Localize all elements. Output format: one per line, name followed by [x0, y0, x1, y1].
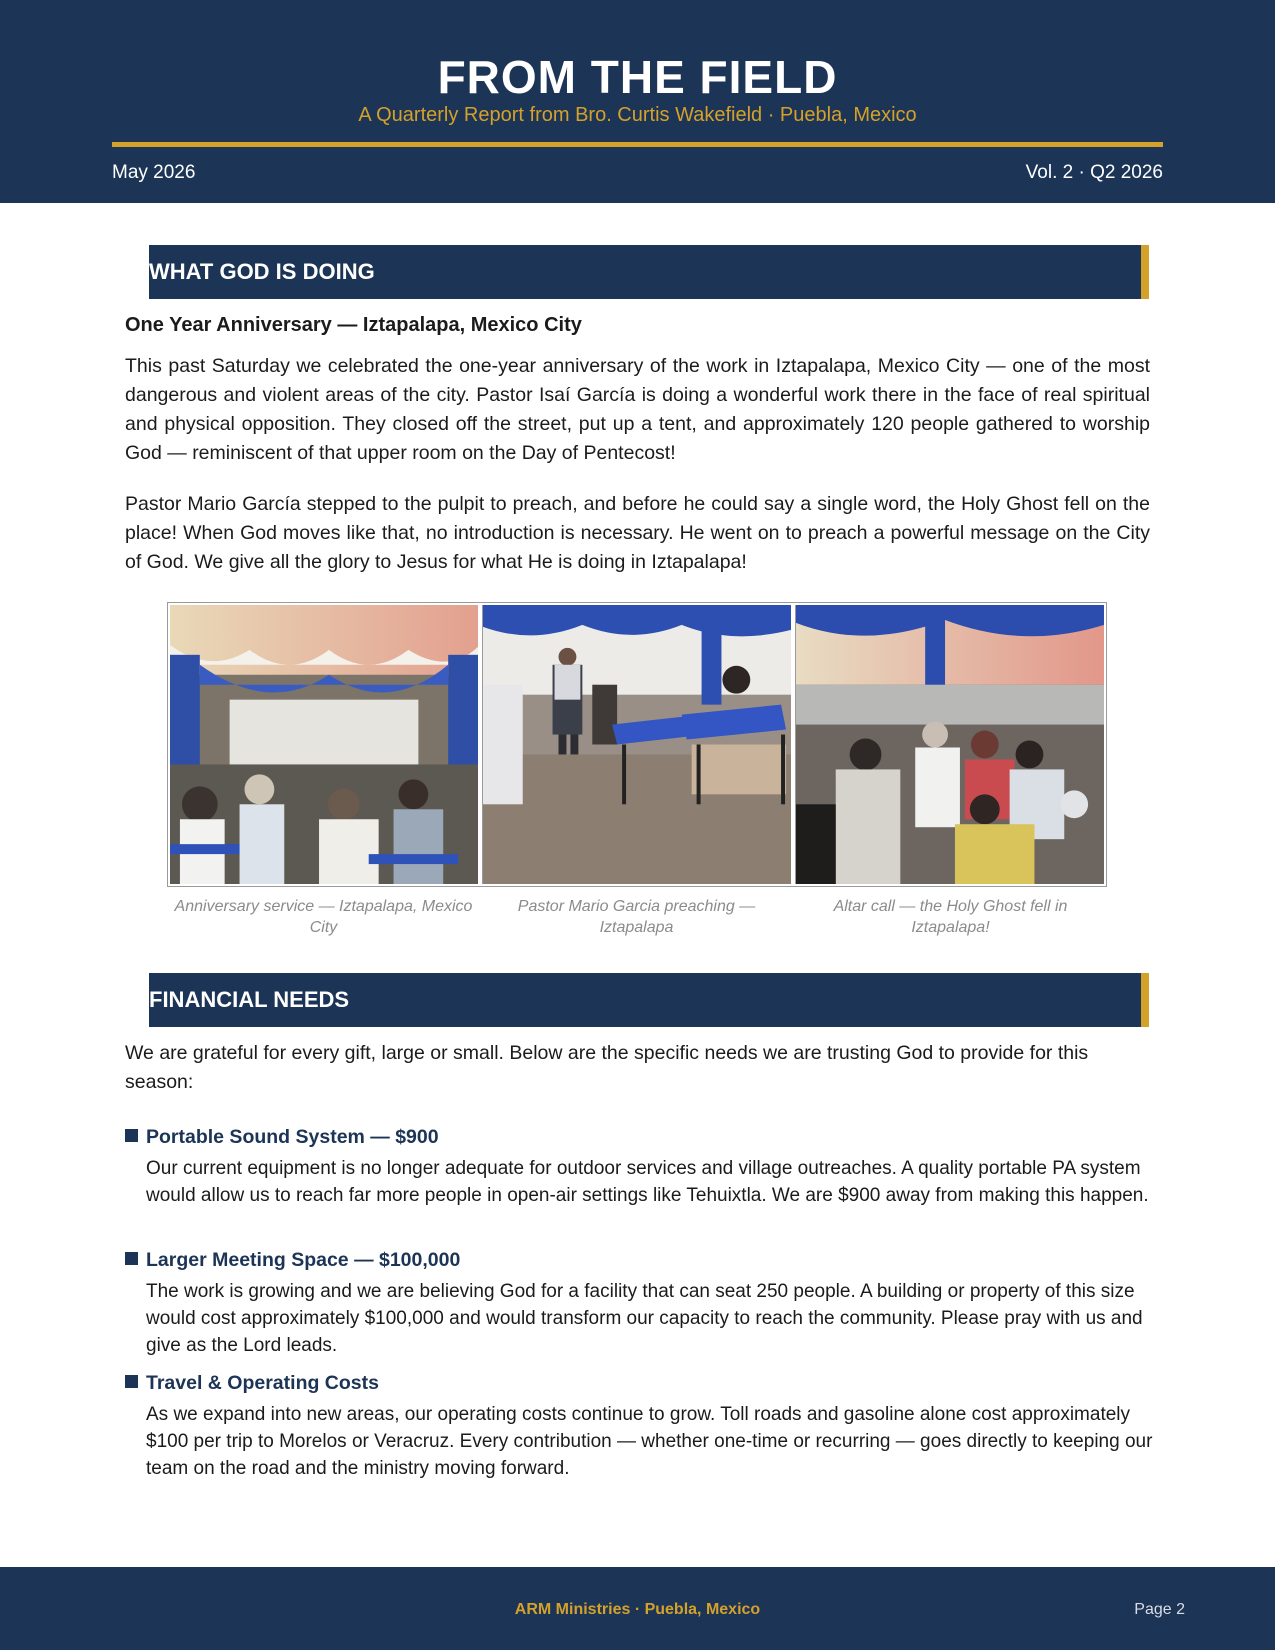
photo-pastor-preaching: [482, 605, 791, 884]
section-heading-financial-needs: [149, 973, 1149, 1027]
issue-volume: Vol. 2 · Q2 2026: [1025, 162, 1163, 183]
bullet-square-icon: [125, 1375, 138, 1388]
photo-caption-1: Anniversary service — Iztapalapa, Mexico City: [174, 898, 473, 936]
photo-altar-call: [795, 605, 1104, 884]
article-paragraph-1: This past Saturday we celebrated the one-year anniversary of the work in Iztapalapa, Mexico City — one of the most dangerous and violent areas of the city. Pastor Isaí García is doing a wonderful work there in the face of real spiritual and physical opposition. They closed off the street, put up a tent, and approximately 120 people gathered to worship God — reminiscent of that upper room on the Day of Pentecost!: [125, 355, 1150, 464]
need-body-sound-system: Our current equipment is no longer adequate for outdoor services and village outreaches. A quality portable PA system would allow us to reach far more people in open-air settings like Tehuixtla. We are $900 away from making this happen.: [146, 1158, 1149, 1206]
need-body-meeting-space: The work is growing and we are believing God for a facility that can seat 250 people. A building or property of this size would cost approximately $100,000 and would transform our capacity to reach the community. Please pray with us and give as the Lord leads.: [146, 1281, 1143, 1356]
section-heading-label: FINANCIAL NEEDS: [149, 987, 350, 1012]
page-footer: [0, 1567, 1275, 1650]
bullet-square-icon: [125, 1252, 138, 1265]
page-number: Page 2: [1134, 1601, 1185, 1618]
need-title-text: Travel & Operating Costs: [146, 1372, 379, 1394]
issue-date: May 2026: [112, 162, 196, 183]
section-heading-what-god-is-doing: [149, 245, 1149, 299]
page-subtitle: A Quarterly Report from Bro. Curtis Wakefield · Puebla, Mexico: [358, 104, 917, 126]
page-header: [0, 0, 1275, 203]
article-paragraph-2: Pastor Mario García stepped to the pulpit to preach, and before he could say a single word, the Holy Ghost fell on the place! When God moves like that, no introduction is necessary. He went on to preach a powerful message on the City of God. We give all the glory to Jesus for what He is doing in Iztapalapa!: [125, 493, 1150, 573]
section-heading-label: WHAT GOD IS DOING: [149, 259, 375, 284]
need-title-meeting-space: [125, 1249, 460, 1272]
need-title-text: Portable Sound System — $900: [146, 1126, 439, 1148]
article-title: One Year Anniversary — Iztapalapa, Mexico City: [125, 314, 582, 336]
photo-anniversary-service: [170, 605, 478, 884]
bullet-square-icon: [125, 1129, 138, 1142]
financial-intro: We are grateful for every gift, large or small. Below are the specific needs we are trusting God to provide for this season:: [125, 1042, 1089, 1093]
need-title-text: Larger Meeting Space — $100,000: [146, 1249, 461, 1271]
photo-strip: [167, 602, 1107, 887]
header-divider: [112, 142, 1163, 147]
need-title-travel-costs: [125, 1372, 379, 1395]
footer-org: ARM Ministries · Puebla, Mexico: [514, 1601, 761, 1618]
photo-caption-2: Pastor Mario Garcia preaching — Iztapalapa: [517, 898, 756, 936]
photo-caption-3: Altar call — the Holy Ghost fell in Iztapalapa!: [833, 898, 1068, 936]
need-body-travel-costs: As we expand into new areas, our operating costs continue to grow. Toll roads and gasoline alone cost approximately $100 per trip to Morelos or Veracruz. Every contribution — whether one-time or recurring — goes directly to keeping our team on the road and the ministry moving forward.: [146, 1404, 1153, 1479]
need-title-sound-system: [125, 1126, 439, 1149]
page-title: FROM THE FIELD: [437, 51, 838, 103]
